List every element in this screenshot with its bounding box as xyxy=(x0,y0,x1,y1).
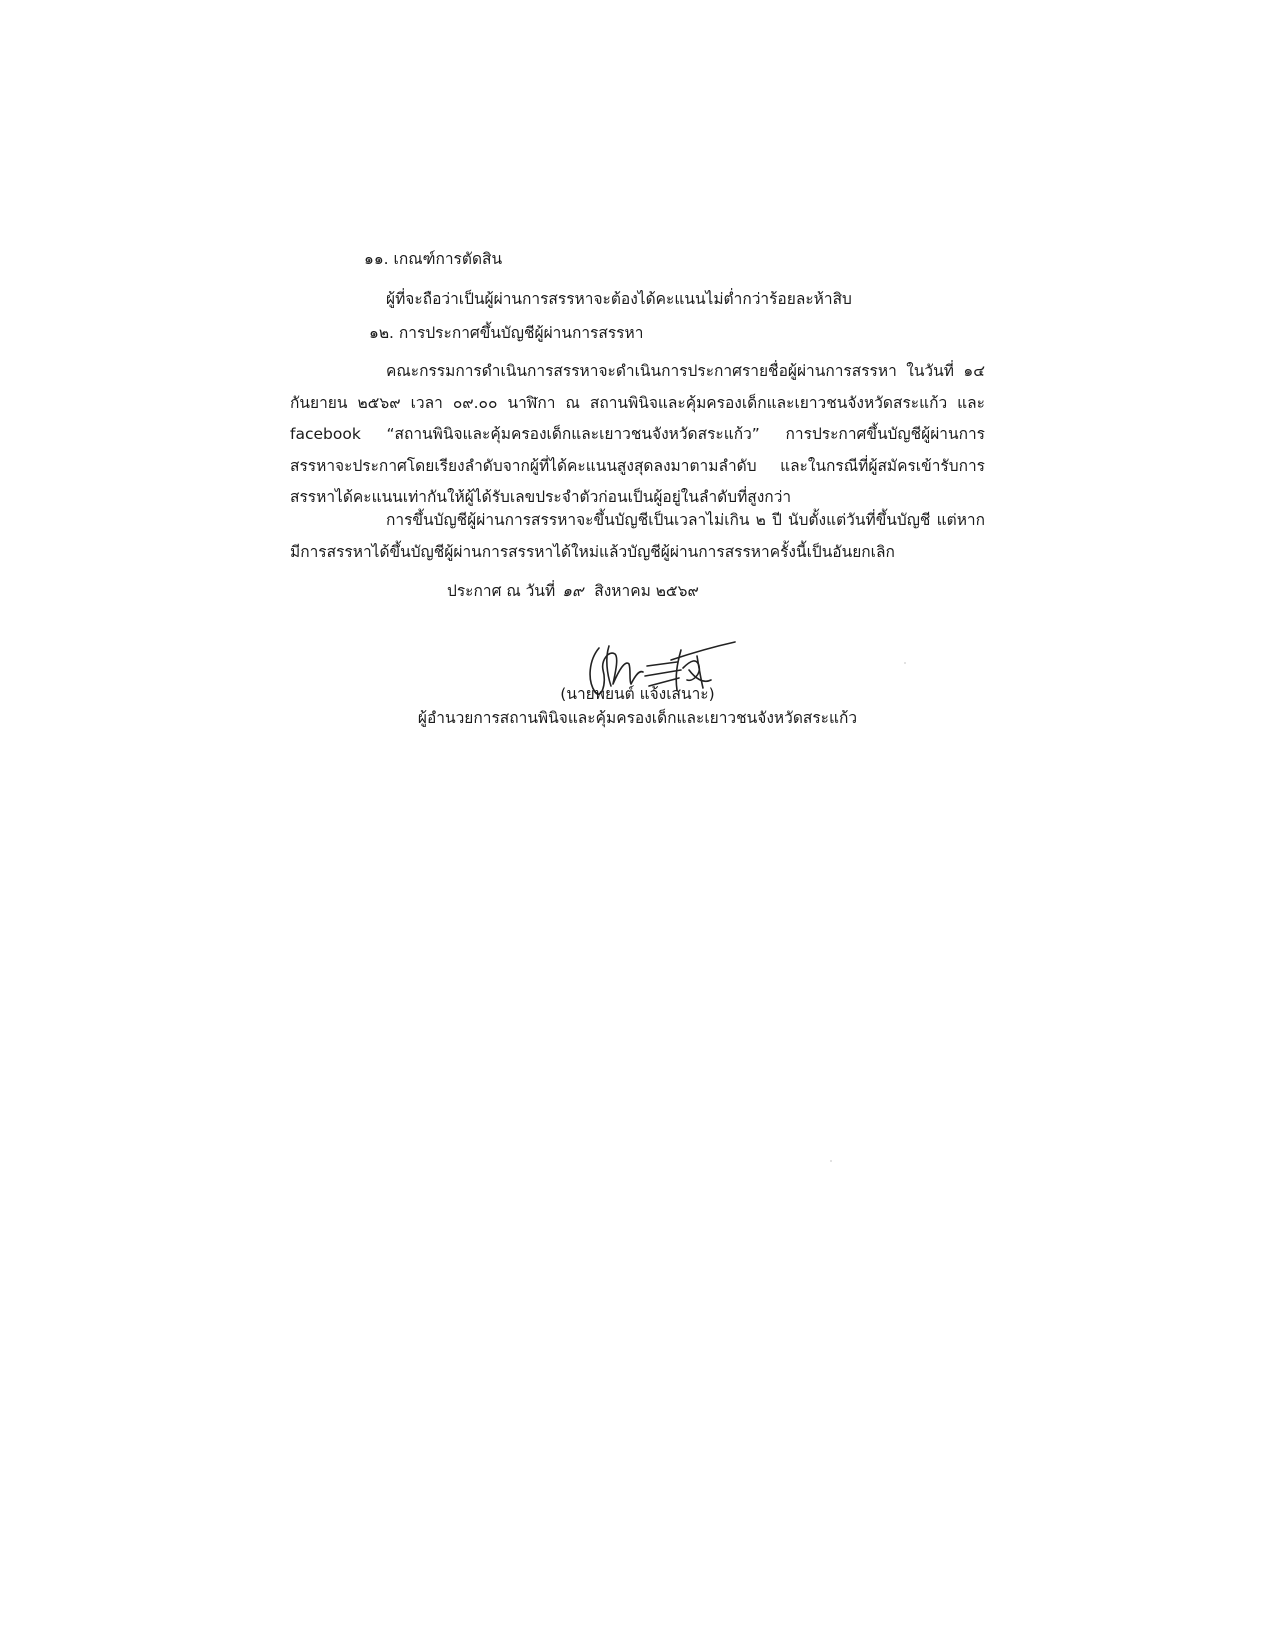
section-11-body: ผู้ที่จะถือว่าเป็นผู้ผ่านการสรรหาจะต้องได้คะแนนไม่ต่ำกว่าร้อยละห้าสิบ xyxy=(386,290,852,308)
announcement-prefix: ประกาศ ณ วันที่ xyxy=(447,582,556,600)
section-11-heading: ๑๑. เกณฑ์การตัดสิน xyxy=(364,250,503,268)
announcement-month-year: สิงหาคม ๒๕๖๙ xyxy=(594,582,699,600)
signer-position: ผู้อำนวยการสถานพินิจและคุ้มครองเด็กและเยาวชนจังหวัดสระแก้ว xyxy=(417,709,858,727)
section-12-paragraph-1: คณะกรรมการดำเนินการสรรหาจะดำเนินการประกาศรายชื่อผู้ผ่านการสรรหา ในวันที่ ๑๔ กันยายน ๒๕๖๙ เวลา ๐๙.๐๐ นาฬิกา ณ สถานพินิจและคุ้มครองเด็กและเยาวชนจังหวัดสระแก้ว และ facebook “สถานพินิจและคุ้มครองเด็กและเยาวชนจังหวัดสระแก้ว” การประกาศขึ้นบัญชีผู้ผ่านการสรรหาจะประกาศโดยเรียงลำดับจากผู้ที่ได้คะแนนสูงสุดลงมาตามลำดับ และในกรณีที่ผู้สมัครเข้ารับการสรรหาได้คะแนนเท่ากันให้ผู้ได้รับเลขประจำตัวก่อนเป็นผู้อยู่ในลำดับที่สูงกว่า xyxy=(290,362,985,506)
section-12-heading: ๑๒. การประกาศขึ้นบัญชีผู้ผ่านการสรรหา xyxy=(369,324,644,342)
scan-speck xyxy=(830,1160,832,1162)
announcement-date-line xyxy=(447,580,699,602)
section-12-paragraph-2: การขึ้นบัญชีผู้ผ่านการสรรหาจะขึ้นบัญชีเป็นเวลาไม่เกิน ๒ ปี นับตั้งแต่วันที่ขึ้นบัญชี แต่หากมีการสรรหาได้ขึ้นบัญชีผู้ผ่านการสรรหาได้ใหม่แล้วบัญชีผู้ผ่านการสรรหาครั้งนี้เป็นอันยกเลิก xyxy=(290,511,985,561)
announcement-day: ๑๙ xyxy=(562,582,584,600)
scan-speck xyxy=(904,662,906,664)
signer-name: (นายพยนต์ แจ้งเสนาะ) xyxy=(560,685,715,703)
